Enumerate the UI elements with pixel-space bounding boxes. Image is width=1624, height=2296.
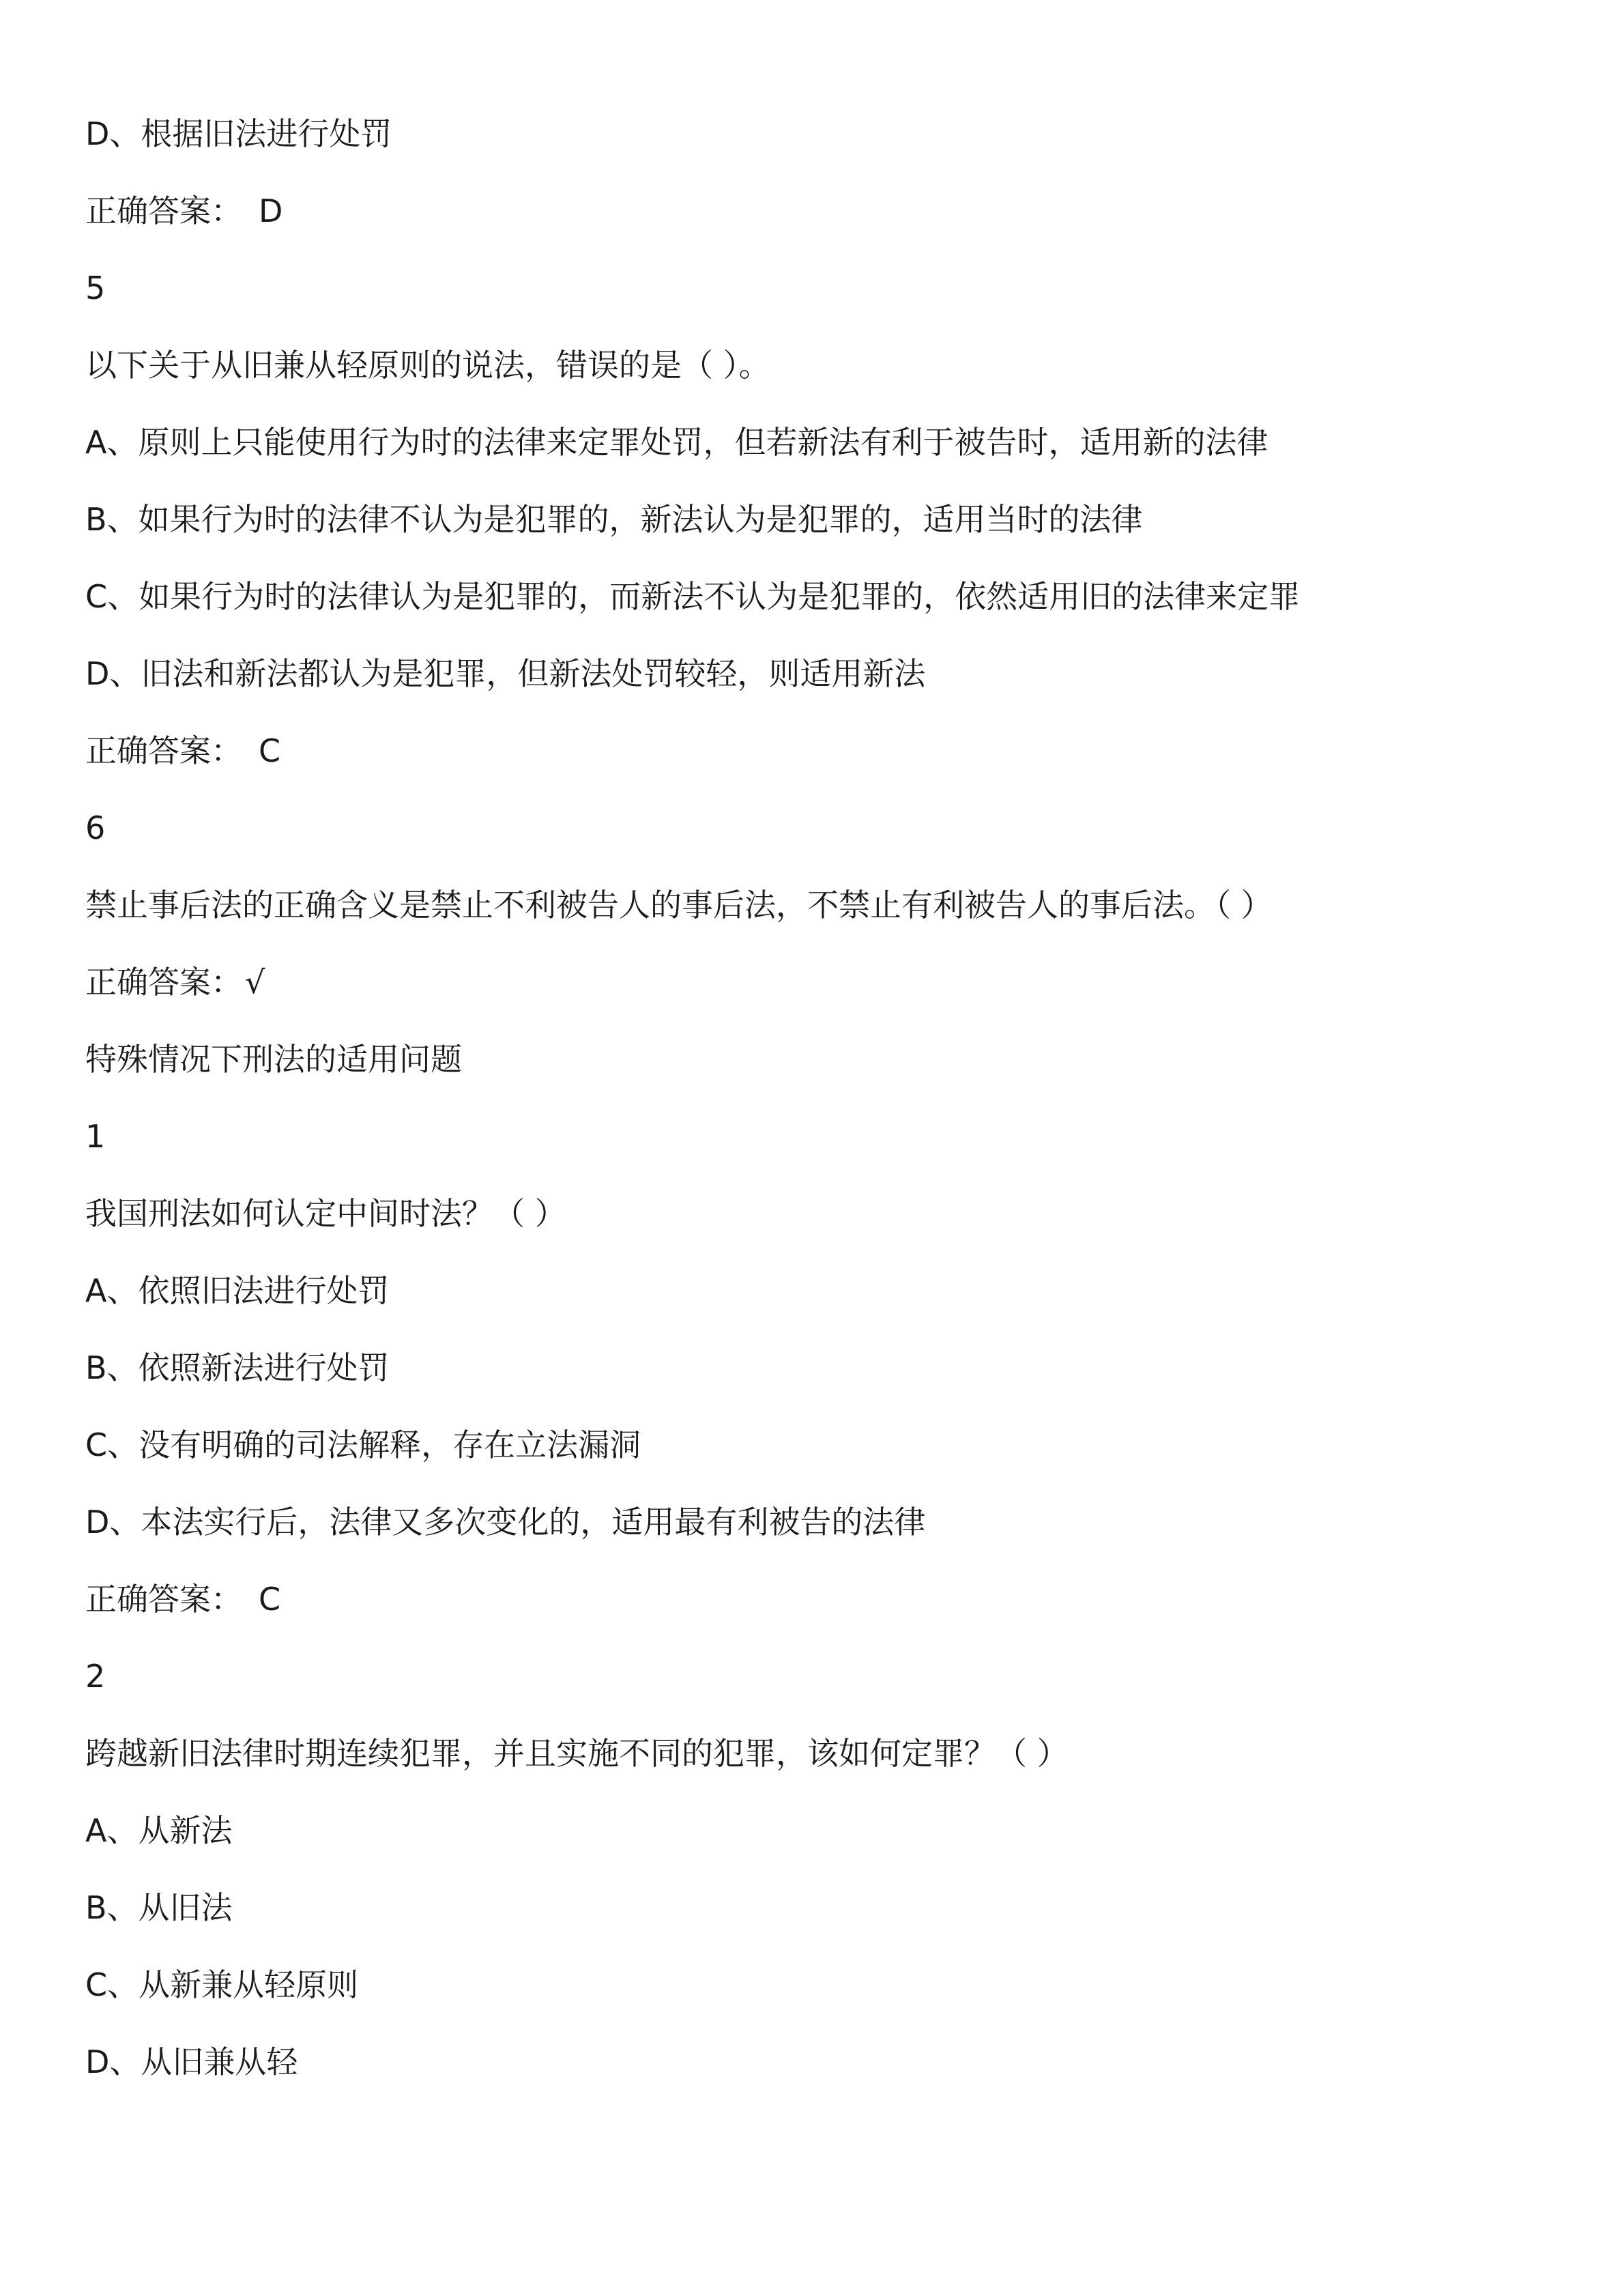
question-text: 跨越新旧法律时期连续犯罪，并且实施不同的犯罪，该如何定罪？（ ） <box>85 1735 1069 1772</box>
answer-label: 正确答案： <box>85 964 242 1001</box>
answer-value: C <box>259 732 281 769</box>
answer-value: √ <box>245 964 265 1001</box>
option-line: A、依照旧法进行处罚 <box>85 1272 390 1309</box>
answer-value: C <box>259 1581 281 1618</box>
answer-label: 正确答案： <box>85 732 242 769</box>
option-line: C、没有明确的司法解释，存在立法漏洞 <box>85 1426 641 1463</box>
question-number: 2 <box>85 1658 106 1695</box>
question-number: 6 <box>85 809 106 846</box>
option-line: D、本法实行后，法律又多次变化的，适用最有利被告的法律 <box>85 1504 926 1540</box>
answer-line <box>85 1572 280 1626</box>
option-line: C、从新兼从轻原则 <box>85 1966 359 2003</box>
answer-line <box>85 723 280 778</box>
section-heading: 特殊情况下刑法的适用问题 <box>85 1041 462 1078</box>
option-line: A、从新法 <box>85 1812 233 1849</box>
question-text: 禁止事后法的正确含义是禁止不利被告人的事后法，不禁止有利被告人的事后法。（ ） <box>85 887 1273 923</box>
answer-line <box>85 955 265 1009</box>
answer-label: 正确答案： <box>85 1581 242 1618</box>
option-line: A、原则上只能使用行为时的法律来定罪处罚，但若新法有利于被告时，适用新的法律 <box>85 424 1268 461</box>
option-line: B、依照新法进行处罚 <box>85 1349 390 1386</box>
question-number: 1 <box>85 1118 106 1155</box>
answer-value: D <box>259 192 283 229</box>
option-line: B、从旧法 <box>85 1889 233 1926</box>
option-line: D、从旧兼从轻 <box>85 2043 298 2080</box>
answer-line <box>85 184 282 238</box>
option-line: D、旧法和新法都认为是犯罪，但新法处罚较轻，则适用新法 <box>85 655 926 692</box>
question-text: 以下关于从旧兼从轻原则的说法，错误的是（ ）。 <box>85 347 770 384</box>
answer-label: 正确答案： <box>85 192 242 229</box>
option-line: C、如果行为时的法律认为是犯罪的，而新法不认为是犯罪的，依然适用旧的法律来定罪 <box>85 578 1301 615</box>
option-line: B、如果行为时的法律不认为是犯罪的，新法认为是犯罪的，适用当时的法律 <box>85 501 1143 538</box>
option-line: D、根据旧法进行处罚 <box>85 115 392 152</box>
question-text: 我国刑法如何认定中间时法？（ ） <box>85 1195 566 1232</box>
question-number: 5 <box>85 270 106 306</box>
